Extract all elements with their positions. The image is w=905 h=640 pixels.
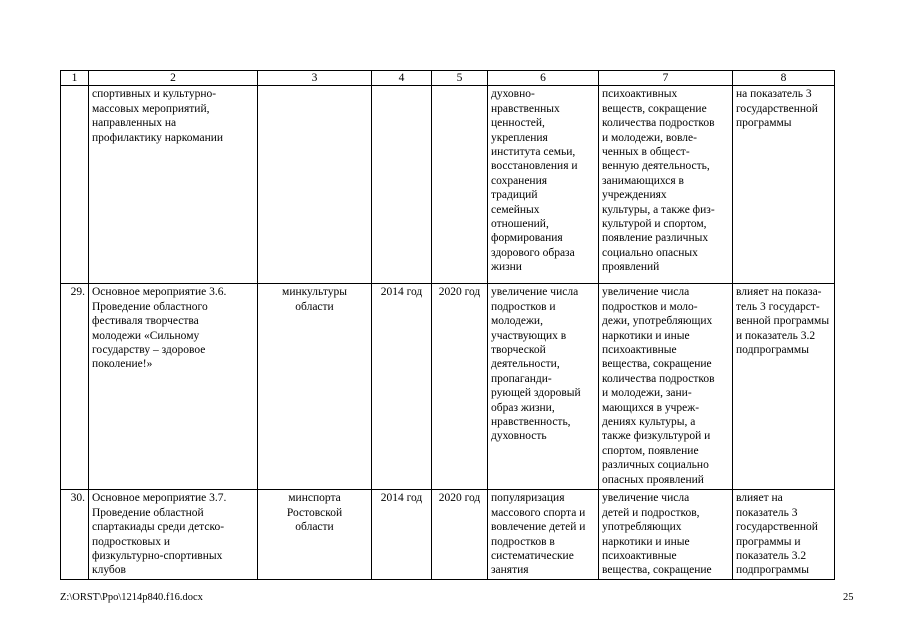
row-number: 30.	[61, 490, 89, 580]
end-year-cell	[432, 86, 488, 284]
table-row	[61, 86, 835, 284]
result-cell: увеличение числа подростков и молодежи, участвующих в творческой деятельности, пропаганди- рующей здоровый образ жизни, нравственность, духовность	[488, 284, 599, 490]
indicator-link-cell: влияет на показатель 3 государственной программы и показатель 3.2 подпрограммы	[733, 490, 835, 580]
executor-cell: минспорта Ростовской области	[258, 490, 372, 580]
table-row	[61, 284, 835, 490]
header-cell: 6	[488, 71, 599, 86]
header-cell: 1	[61, 71, 89, 86]
result-cell: популяризация массового спорта и вовлечение детей и подростков в систематические занятия	[488, 490, 599, 580]
event-cell: Основное мероприятие 3.6. Проведение областного фестиваля творчества молодежи «Сильному государству – здоровое поколение!»	[89, 284, 258, 490]
start-year-cell: 2014 год	[372, 284, 432, 490]
end-year-cell: 2020 год	[432, 490, 488, 580]
result-cell: духовно- нравственных ценностей, укрепления института семьи, восстановления и сохранения традиций семейных отношений, формирования здорового образа жизни	[488, 86, 599, 284]
consequences-cell: увеличение числа подростков и моло- дежи, употребляющих наркотики и иные психоактивные вещества, сокращение количества подростков и молодежи, зани- мающихся в учреж- дениях культуры, а также физкультурой и спортом, появление различных социально опасных проявлений	[599, 284, 733, 490]
event-cell: спортивных и культурно- массовых мероприятий, направленных на профилактику наркомании	[89, 86, 258, 284]
consequences-cell: увеличение числа детей и подростков, употребляющих наркотики и иные психоактивные вещества, сокращение	[599, 490, 733, 580]
measures-table	[60, 70, 835, 580]
table-row	[61, 490, 835, 580]
event-cell: Основное мероприятие 3.7. Проведение областной спартакиады среди детско- подростковых и физкультурно-спортивных клубов	[89, 490, 258, 580]
row-number	[61, 86, 89, 284]
footer-file-path: Z:\ORST\Ppo\1214p840.f16.docx	[60, 592, 203, 603]
end-year-cell: 2020 год	[432, 284, 488, 490]
row-number: 29.	[61, 284, 89, 490]
header-cell: 5	[432, 71, 488, 86]
executor-cell	[258, 86, 372, 284]
indicator-link-cell: на показатель 3 государственной программы	[733, 86, 835, 284]
table-header-row	[61, 71, 835, 86]
header-cell: 2	[89, 71, 258, 86]
indicator-link-cell: влияет на показа- тель 3 государст- венной программы и показатель 3.2 подпрограммы	[733, 284, 835, 490]
start-year-cell: 2014 год	[372, 490, 432, 580]
header-cell: 3	[258, 71, 372, 86]
executor-cell: минкультуры области	[258, 284, 372, 490]
header-cell: 8	[733, 71, 835, 86]
header-cell: 7	[599, 71, 733, 86]
start-year-cell	[372, 86, 432, 284]
header-cell: 4	[372, 71, 432, 86]
consequences-cell: психоактивных веществ, сокращение количества подростков и молодежи, вовле- ченных в общест- венную деятельность, занимающихся в учреждениях культуры, а также физ- культурой и спортом, появление различных социально опасных проявлений	[599, 86, 733, 284]
page-number: 25	[843, 592, 854, 603]
